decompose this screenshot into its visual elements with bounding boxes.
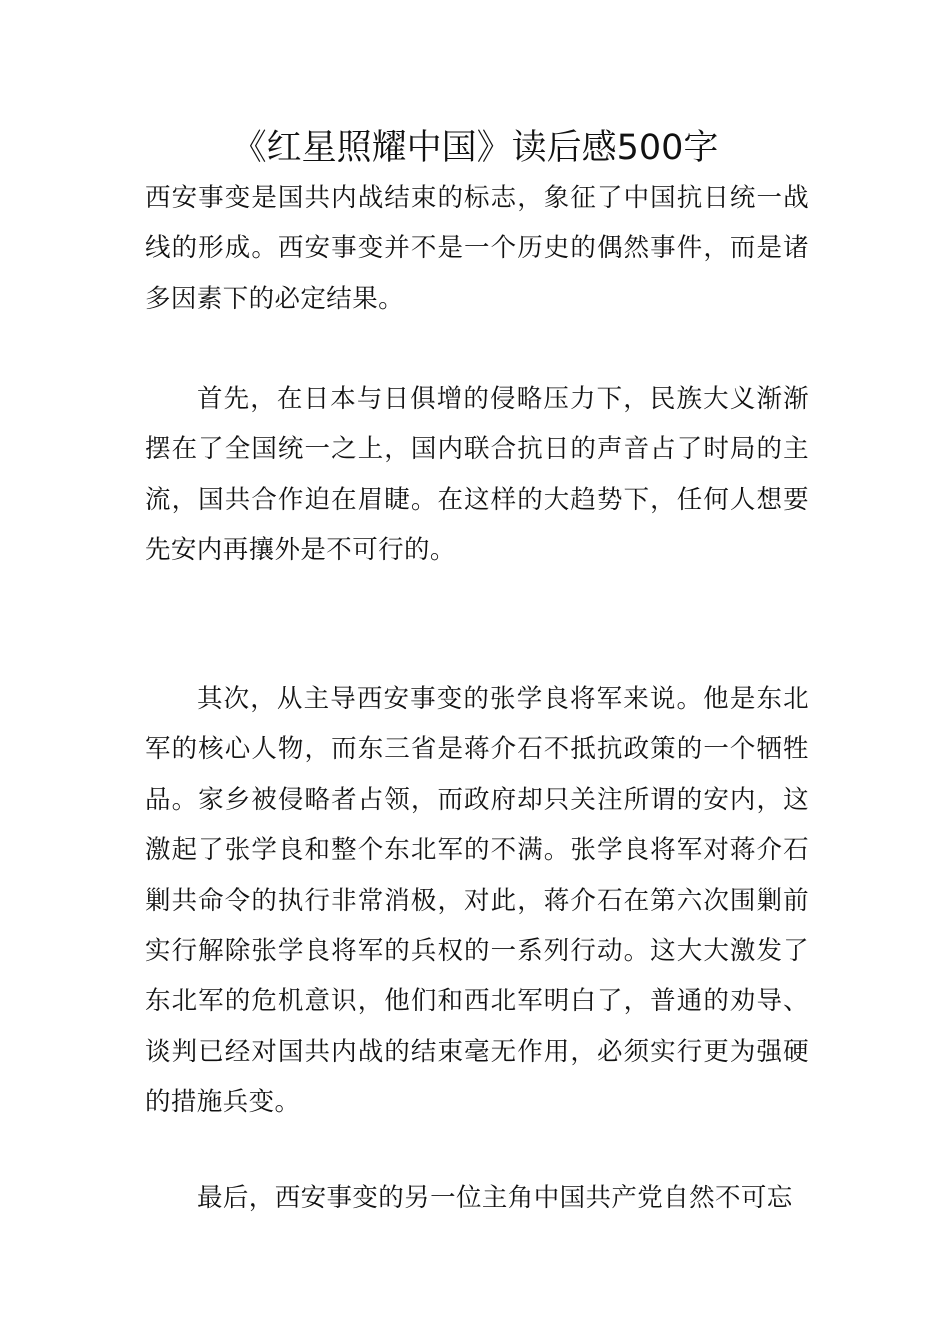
document-title: 《红星照耀中国》读后感500字: [231, 128, 719, 168]
paragraph-4: 最后，西安事变的另一位主角中国共产党自然不可忘: [197, 1183, 793, 1213]
paragraph-2: 首先，在日本与日俱增的侵略压力下，民族大义渐渐摆在了全国统一之上，国内联合抗日的声音占了时局的主流，国共合作迫在眉睫。在这样的大趋势下，任何人想要先安内再攘外是不可行的。: [145, 384, 809, 566]
paragraph-3: 其次，从主导西安事变的张学良将军来说。他是东北军的核心人物，而东三省是蒋介石不抵抗政策的一个牺牲品。家乡被侵略者占领，而政府却只关注所谓的安内，这激起了张学良和整个东北军的不满。张学良将军对蒋介石剿共命令的执行非常消极，对此，蒋介石在第六次围剿前实行解除张学良将军的兵权的一系列行动。这大大激发了东北军的危机意识，他们和西北军明白了，普通的劝导、谈判已经对国共内战的结束毫无作用，必须实行更为强硬的措施兵变。: [145, 684, 809, 1118]
paragraph-1: 西安事变是国共内战结束的标志，象征了中国抗日统一战线的形成。西安事变并不是一个历史的偶然事件，而是诸多因素下的必定结果。: [145, 183, 809, 314]
